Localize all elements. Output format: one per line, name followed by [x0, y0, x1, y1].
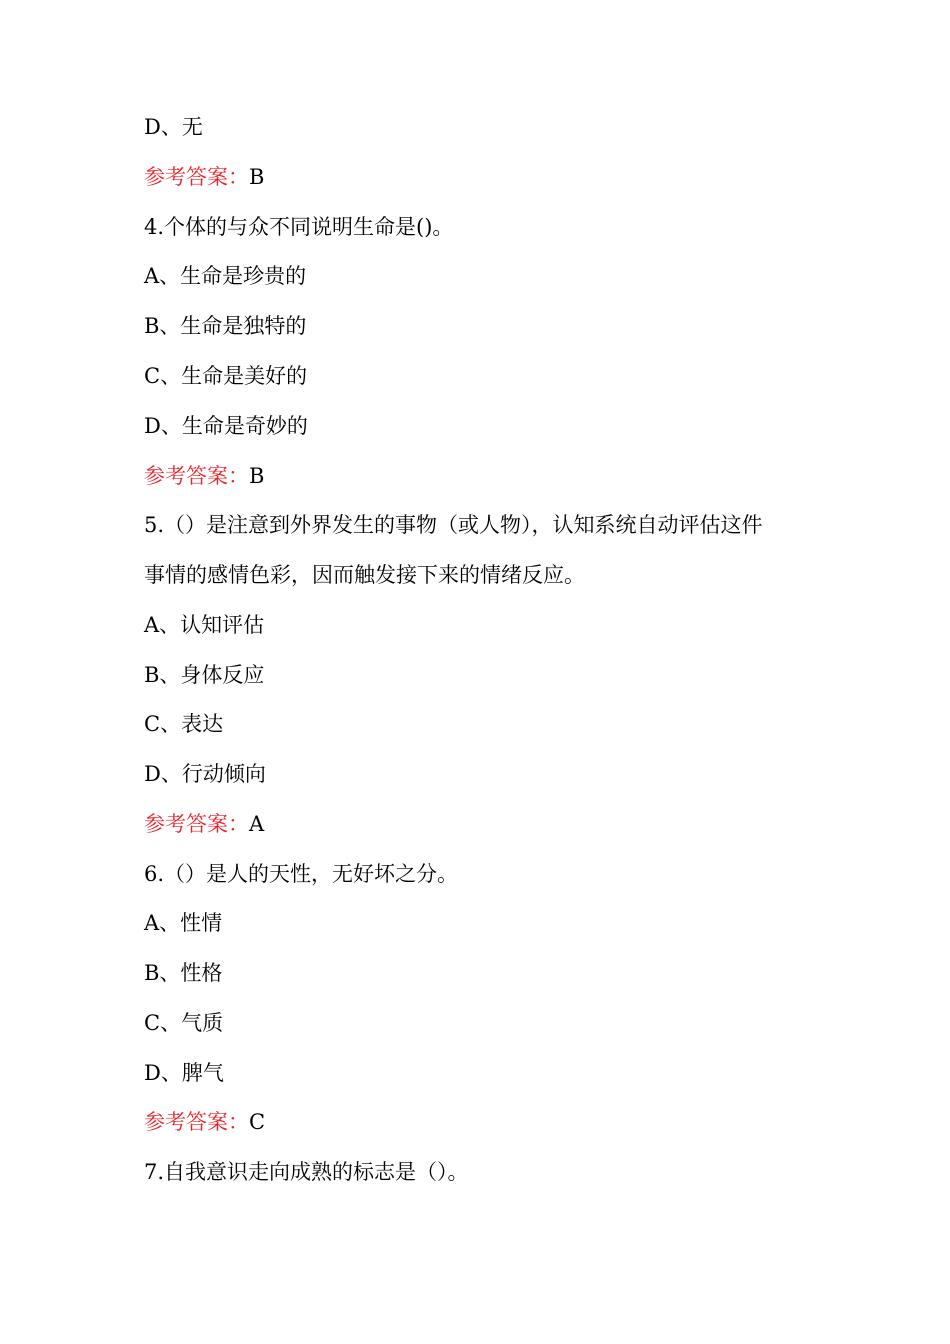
q4-option-a: A、生命是珍贵的 — [144, 264, 307, 288]
q4-option-b: B、生命是独特的 — [144, 314, 307, 338]
q5-option-a: A、认知评估 — [144, 613, 265, 637]
answer-value: C — [249, 1110, 266, 1134]
q6-answer — [144, 1107, 824, 1137]
q3-option-d: D、无 — [144, 115, 203, 139]
answer-value: B — [249, 165, 265, 189]
answer-label: 参考答案： — [144, 1110, 249, 1134]
q5-option-c: C、表达 — [144, 712, 224, 736]
q4-option-c: C、生命是美好的 — [144, 364, 308, 388]
q6-option-a: A、性情 — [144, 911, 223, 935]
answer-value: B — [249, 464, 265, 488]
q4-option-d: D、生命是奇妙的 — [144, 414, 308, 438]
q4-answer — [144, 461, 824, 491]
answer-value: A — [249, 812, 265, 836]
answer-label: 参考答案： — [144, 464, 249, 488]
q5-stem-line-2: 事情的感情色彩，因而触发接下来的情绪反应。 — [144, 563, 585, 587]
answer-label: 参考答案： — [144, 165, 249, 189]
q5-option-d: D、行动倾向 — [144, 762, 266, 786]
q7-stem: 7.自我意识走向成熟的标志是（）。 — [144, 1160, 469, 1184]
q5-option-b: B、身体反应 — [144, 663, 265, 687]
q5-stem-line-1: 5.（）是注意到外界发生的事物（或人物），认知系统自动评估这件 — [144, 513, 763, 537]
q5-answer — [144, 809, 824, 839]
q6-option-c: C、气质 — [144, 1011, 224, 1035]
q6-stem: 6.（）是人的天性，无好坏之分。 — [144, 862, 459, 886]
q3-answer — [144, 162, 824, 192]
answer-label: 参考答案： — [144, 812, 249, 836]
q6-option-d: D、脾气 — [144, 1061, 224, 1085]
q6-option-b: B、性格 — [144, 961, 223, 985]
q4-stem: 4.个体的与众不同说明生命是()。 — [144, 215, 454, 239]
